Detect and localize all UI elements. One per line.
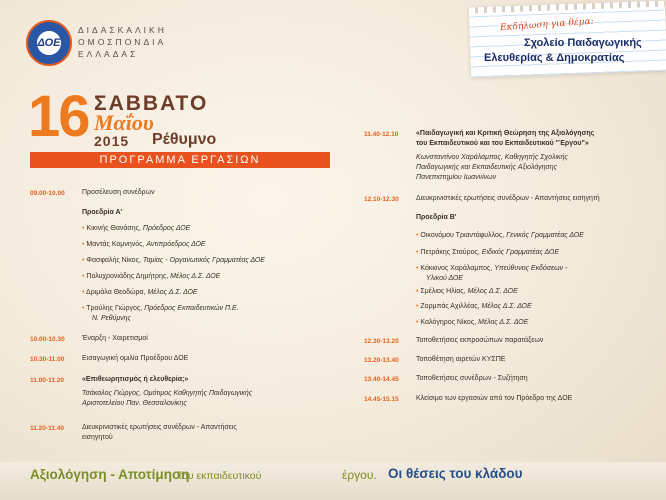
footer-tagline-3: έργου. [342,468,377,482]
org-line-1: ΔΙΔΑΣΚΑΛΙΚΗ [78,25,167,35]
event-year: 2015 [94,133,130,149]
left-item-5-line-1: Διευκρινιστικές ερωτήσεις συνέδρων - Απαντήσεις [82,424,237,431]
presidium-a-member: • Κικινής Θανάσης, Πρόεδρος ΔΟΕ [82,225,191,232]
org-line-3: ΕΛΛΑΔΑΣ [78,49,139,59]
event-theme-line-2: Ελευθερίας & Δημοκρατίας [484,52,625,64]
right-time-5: 13.40-14.45 [364,376,399,383]
footer-tagline-1: Αξιολόγηση - Αποτίμηση [30,467,190,482]
right-item-5: Τοποθετήσεις συνέδρων - Συζήτηση [416,375,528,382]
left-item-4-affiliation: Αριστοτελείου Παν. Θεσσαλονίκης [82,400,187,407]
presidium-b-member: • Ζορμπάς Αχιλλέας, Μέλος Δ.Σ. ΔΟΕ [416,303,532,310]
left-time-3: 10.30-11.00 [30,356,65,363]
presidium-b-member: • Καλόγηρος Νίκος, Μέλος Δ.Σ. ΔΟΕ [416,319,529,326]
presidium-a-member: • Τρούλης Γιώργος, Πρόεδρος Εκπαιδευτικών Π.Ε. [82,305,239,312]
presidium-a-member: • Πολυχρονιάδης Δημήτρης, Μέλος Δ.Σ. ΔΟΕ [82,273,221,280]
event-month: Μαΐου [94,110,154,135]
right-item-1-speaker-3: Πανεπιστημίου Ιωαννίνων [416,174,497,181]
presidium-a-member-extra: Ν. Ρεθύμνης [92,315,131,322]
bullet-icon: • [82,257,87,264]
right-item-2: Διευκρινιστικές ερωτήσεις συνέδρων - Απαντήσεις εισηγητή [416,195,600,202]
footer-tagline-2: του εκπαιδευτικού [178,470,262,482]
presidium-b-member: • Πετράκης Σταύρος, Ειδικός Γραμματέας ΔΟΕ [416,249,559,256]
left-item-3: Εισαγωγική ομιλία Προέδρου ΔΟΕ [82,355,189,362]
bullet-icon: • [416,303,421,310]
right-time-4: 13.20-13.40 [364,357,399,364]
right-time-2: 12.10-12.30 [364,196,399,203]
presidium-b-member-extra: Υλικού ΔΟΕ [426,275,463,282]
bullet-icon: • [82,241,87,248]
bullet-icon: • [416,319,421,326]
right-time-1: 11.40-12.10 [364,131,399,138]
presidium-b-member: • Οικονόμου Τριαντάφυλλος, Γενικός Γραμματέας ΔΟΕ [416,232,584,239]
right-time-6: 14.45-15.15 [364,396,399,403]
bullet-icon: • [416,249,421,256]
left-item-5-line-2: εισηγητού [82,434,113,441]
event-theme-line-1: Σχολείο Παιδαγωγικής [524,37,642,49]
left-item-1: Προσέλευση συνέδρων [82,189,155,196]
left-item-4-title: «Επιθεωρητισμός ή ελευθερία;» [82,376,189,383]
presidium-a-member: • Φασφαλής Νίκος, Ταμίας - Οργανωτικός Γραμματέας ΔΟΕ [82,257,265,264]
bullet-icon: • [82,225,87,232]
bullet-icon: • [416,232,421,239]
presidium-a-member: • Δριμάλα Θεοδώρα, Μέλος Δ.Σ. ΔΟΕ [82,289,198,296]
presidium-b-member: • Σμέλιος Ηλίας, Μέλος Δ.Σ. ΔΟΕ [416,288,518,295]
right-item-3: Τοποθετήσεις εκπροσώπων παρατάξεων [416,337,544,344]
presidium-b-member: • Κόκκινος Χαράλαμπος, Υπεύθυνος Εκδόσεων - [416,265,568,272]
bullet-icon: • [416,288,421,295]
event-day: 16 [28,84,89,149]
presidium-a-heading: Προεδρία Α' [82,209,123,216]
left-time-1: 09.00-10.00 [30,190,65,197]
right-item-1-speaker-2: Παιδαγωγικής και Εκπαιδευτικής Αξιολόγησης [416,164,558,171]
left-item-2: Έναρξη - Χαιρετισμοί [82,335,148,342]
bullet-icon: • [416,265,421,272]
program-banner: ΠΡΟΓΡΑΜΜΑ ΕΡΓΑΣΙΩΝ [30,152,330,168]
right-item-1-title-2: του Εκπαιδευτικού και του Εκπαιδευτικού "Έργου"» [416,140,589,147]
bullet-icon: • [82,289,87,296]
bullet-icon: • [82,305,87,312]
left-time-5: 11.20-11.40 [30,425,64,432]
bullet-icon: • [82,273,87,280]
org-line-2: ΟΜΟΣΠΟΝΔΙΑ [78,37,167,47]
right-time-3: 12.30-13.20 [364,338,399,345]
right-item-4: Τοποθέτηση αιρετών ΚΥΣΠΕ [416,356,506,363]
doe-logo [26,20,72,66]
footer-tagline-4: Οι θέσεις του κλάδου [388,466,523,481]
event-weekday: ΣΑΒΒΑΤΟ [94,92,209,115]
left-time-4: 11.00-11.20 [30,377,64,384]
organization-name [78,24,167,60]
right-item-6: Κλείσιμο των εργασιών από τον Πρόεδρο της ΔΟΕ [416,395,573,402]
event-city: Ρέθυμνο [152,131,217,148]
left-time-2: 10.00-10.30 [30,336,65,343]
left-item-4-speaker: Τσάκαλος Γιώργος, Ομότιμος Καθηγητής Παιδαγωγικής [82,390,253,397]
event-theme-label: Εκδήλωση για θέμα: [499,16,595,34]
logo-text: ΔΟΕ [37,37,61,49]
presidium-a-member: • Μαντάς Κομνηνός, Αντιπρόεδρος ΔΟΕ [82,241,206,248]
presidium-b-heading: Προεδρία Β' [416,214,457,221]
right-item-1-speaker-1: Κωνσταντίνου Χαράλαμπος, Καθηγητής Σχολικής [416,154,568,161]
right-item-1-title-1: «Παιδαγωγική και Κριτική Θεώρηση της Αξιολόγησης [416,130,595,137]
